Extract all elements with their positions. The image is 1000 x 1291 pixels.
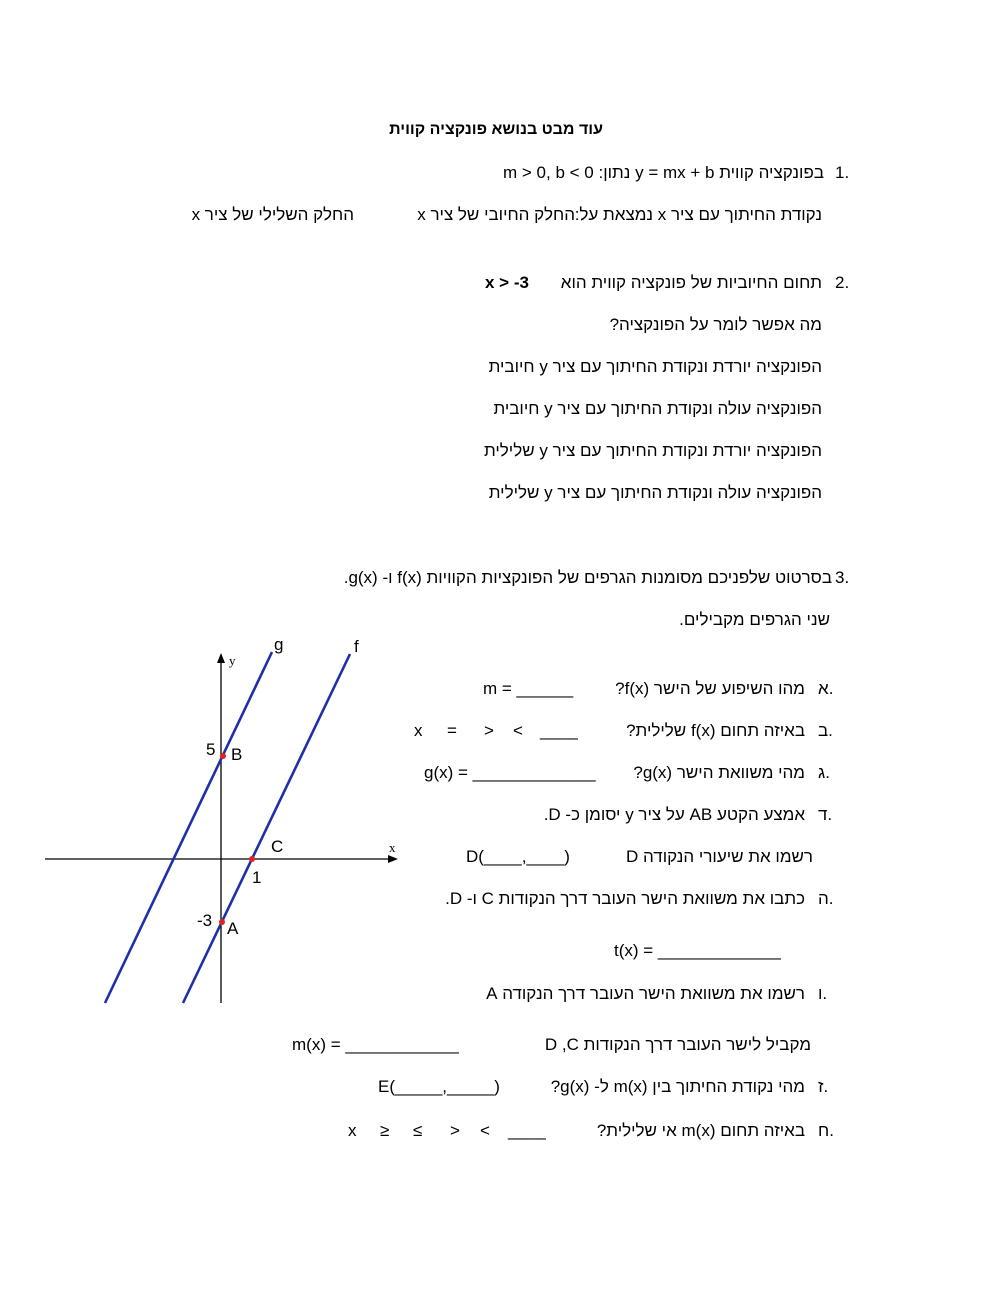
label-1: 1 — [252, 868, 262, 887]
q3f-text: רשמו את משוואת הישר העובר דרך הנקודה A — [486, 984, 805, 1003]
q3a-text: מהו השיפוע של הישר f(x)? — [615, 679, 805, 698]
q3g-text: מהי נקודת החיתוך בין m(x) ל- g(x)? — [550, 1077, 805, 1096]
point-C — [249, 856, 255, 862]
q1-number: 1. — [835, 163, 850, 182]
q3h-text: באיזה תחום m(x) אי שלילית? — [596, 1121, 805, 1140]
q3g-answer[interactable]: E(_____,_____) — [378, 1077, 500, 1096]
q1-text: בפונקציה קווית y = mx + b נתון: m > 0, b < 0 — [503, 163, 824, 182]
q2-text: תחום החיוביות של פונקציה קווית הוא — [560, 273, 822, 292]
q3d-answer[interactable]: D(____,____) — [466, 847, 570, 866]
label-A: A — [227, 919, 239, 938]
point-B — [220, 753, 226, 759]
q3h-letter: ח. — [818, 1121, 834, 1140]
q3f-sub: מקביל לישר העובר דרך הנקודות D ,C — [544, 1035, 811, 1054]
q3d-sub: רשמו את שיעורי הנקודה D — [626, 847, 813, 866]
q3h-symbol-lt[interactable]: < — [480, 1121, 490, 1140]
q2-option-4[interactable]: הפונקציה עולה ונקודת החיתוך עם ציר y שלילית — [488, 483, 822, 502]
q3c-answer[interactable]: g(x) = _____________ — [424, 763, 596, 782]
q3d-letter: ד. — [818, 805, 833, 824]
q3c-text: מהי משוואת הישר g(x)? — [633, 763, 805, 782]
q3b-symbol-x[interactable]: x — [414, 721, 423, 740]
label-g: g — [274, 635, 284, 654]
q3e-letter: ה. — [818, 889, 834, 908]
y-axis-arrow — [217, 653, 225, 663]
q3a-letter: א. — [818, 679, 834, 698]
line-g — [105, 652, 272, 1003]
label-y-axis: y — [229, 653, 236, 668]
x-axis-arrow — [388, 855, 398, 863]
q3f-answer[interactable]: m(x) = ____________ — [292, 1035, 459, 1054]
line-f — [183, 654, 350, 1003]
q3b-text: באיזה תחום f(x) שלילית? — [626, 721, 805, 740]
q3h-symbol-ge[interactable]: ≥ — [380, 1121, 390, 1140]
q1-option-negative[interactable]: החלק השלילי של ציר x — [191, 205, 354, 224]
label-C: C — [271, 837, 284, 856]
q2-condition: x > -3 — [485, 273, 529, 292]
q3b-symbol-eq[interactable]: = — [447, 721, 457, 740]
q3h-symbol-le[interactable]: ≤ — [413, 1121, 423, 1140]
q3e-text: כתבו את משוואת הישר העובר דרך הנקודות C ו- D. — [445, 889, 805, 908]
q2-option-1[interactable]: הפונקציה יורדת ונקודת החיתוך עם ציר y חיובית — [488, 357, 822, 376]
q2-question: מה אפשר לומר על הפונקציה? — [609, 315, 822, 334]
q2-option-2[interactable]: הפונקציה עולה ונקודת החיתוך עם ציר y חיובית — [493, 399, 822, 418]
page-title: עוד מבט בנושא פונקציה קווית — [389, 121, 603, 138]
q1-prompt: נקודת החיתוך עם ציר x נמצאת על: — [574, 205, 822, 224]
q3b-letter: ב. — [818, 721, 833, 740]
q3-number: 3. — [835, 568, 850, 587]
q1-option-positive[interactable]: החלק החיובי של ציר x — [417, 205, 575, 224]
label-neg3: -3 — [197, 911, 213, 930]
q3c-letter: ג. — [818, 763, 830, 782]
q3-parallel: שני הגרפים מקבילים. — [679, 610, 830, 629]
q3e-answer[interactable]: t(x) = _____________ — [614, 941, 781, 960]
q2-number: 2. — [835, 273, 850, 292]
q2-option-3[interactable]: הפונקציה יורדת ונקודת החיתוך עם ציר y שלילית — [483, 441, 822, 460]
label-f: f — [354, 637, 359, 656]
q3b-symbol-lt[interactable]: < — [513, 721, 523, 740]
q3h-symbol-x[interactable]: x — [348, 1121, 357, 1140]
q3h-symbol-gt[interactable]: > — [450, 1121, 460, 1140]
q3f-letter: ו. — [818, 984, 828, 1003]
q3h-blank[interactable]: ____ — [508, 1121, 546, 1140]
label-x-axis: x — [389, 840, 396, 855]
q3b-symbol-gt[interactable]: > — [484, 721, 494, 740]
label-B: B — [231, 745, 243, 764]
point-A — [219, 919, 225, 925]
q3-text: בסרטוט שלפניכם מסומנות הגרפים של הפונקציות הקוויות f(x) ו- g(x). — [343, 568, 832, 587]
q3g-letter: ז. — [818, 1077, 829, 1096]
label-5: 5 — [206, 740, 216, 759]
q3d-text: אמצע הקטע AB על ציר y יסומן כ- D. — [543, 805, 805, 824]
q3b-blank[interactable]: ____ — [540, 721, 578, 740]
q3a-answer[interactable]: m = ______ — [483, 679, 574, 698]
